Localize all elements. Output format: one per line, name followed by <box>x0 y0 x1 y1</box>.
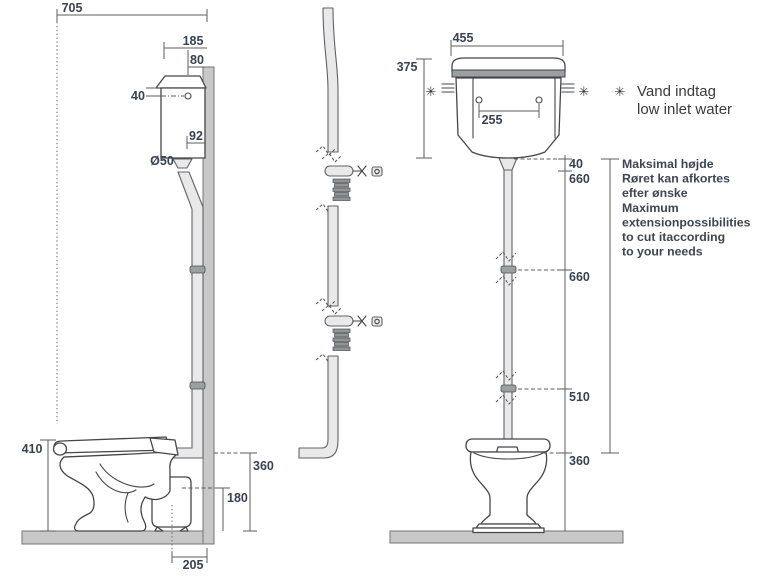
seat-bumper <box>54 443 67 455</box>
dim-455-label: 455 <box>452 31 474 45</box>
thread-rib <box>335 184 349 188</box>
note-line: efter ønske <box>622 186 688 201</box>
flush-pipe-run-front <box>504 170 512 447</box>
pipe-joint-ring <box>190 266 205 273</box>
dim-cistern-width <box>451 31 563 56</box>
coupling-nut <box>372 167 382 176</box>
floor-left <box>22 531 214 544</box>
flush-pipe-front <box>496 158 517 447</box>
dim-185-label: 185 <box>182 34 204 48</box>
dim-375-label: 375 <box>396 60 418 74</box>
side-view <box>22 1 274 572</box>
pipe-joint-ring <box>190 382 205 389</box>
pipe-upper-segment <box>323 8 338 152</box>
thread-rib <box>335 334 349 338</box>
thread-rib <box>335 193 349 197</box>
thread-rib <box>335 343 349 347</box>
note-line: to your needs <box>622 244 703 259</box>
pipe-middle-segment <box>328 206 338 306</box>
dim-360-right-label: 360 <box>569 454 590 468</box>
break-mark <box>322 153 342 162</box>
max-height-line <box>601 159 619 453</box>
cistern-body-side <box>161 88 205 158</box>
dim-overall-depth <box>57 1 207 424</box>
bowl-front <box>470 452 546 524</box>
pipe-coupling-upper <box>325 166 382 201</box>
max-height-note <box>622 157 751 259</box>
water-inlet-asterisk-left: ✳ <box>425 85 437 100</box>
legend <box>615 83 733 118</box>
coupling-clip <box>353 316 366 326</box>
water-inlet-asterisk-right: ✳ <box>578 85 590 100</box>
cistern-front <box>442 58 574 158</box>
dim-lid-depth <box>188 50 205 75</box>
thread-rib <box>333 347 350 351</box>
dim-255-label: 255 <box>481 113 503 127</box>
coupling-clip <box>353 166 366 176</box>
dim-360-label: 360 <box>253 459 274 473</box>
dim-510-label: 510 <box>569 390 590 404</box>
coupling-body <box>325 316 353 326</box>
pipe-joint-ring <box>501 385 516 392</box>
dim-40-right-label: 40 <box>569 157 583 171</box>
note-line: Røret kan afkortes <box>622 171 730 186</box>
thread-rib <box>333 188 350 192</box>
pipe-joint-ring <box>501 266 516 273</box>
flush-cone-front <box>499 158 517 170</box>
dim-205-label: 205 <box>182 558 204 572</box>
dim-660-middle-label: 660 <box>569 270 590 284</box>
front-view <box>390 31 623 543</box>
toilet-side <box>54 437 192 531</box>
dim-660-upper-label: 660 <box>569 172 590 186</box>
flush-pipe-exploded <box>299 8 382 458</box>
cistern-body-front <box>456 78 561 158</box>
thread-rib <box>333 197 350 201</box>
dim-80-label: 80 <box>190 53 204 67</box>
thread-rib <box>333 329 350 333</box>
dim-180-label: 180 <box>227 491 248 505</box>
dim-pipe-diameter-label: Ø50 <box>150 154 174 168</box>
legend-english: low inlet water <box>637 101 733 118</box>
note-line: Maximum <box>622 200 679 215</box>
dim-bowl-height-side <box>22 440 56 531</box>
legend-asterisk: ✳ <box>614 85 626 100</box>
dim-705-label: 705 <box>61 1 83 15</box>
note-line: extensionpossibilities <box>622 215 751 230</box>
dim-40-label: 40 <box>131 89 145 103</box>
toilet-front <box>466 439 550 533</box>
note-line: Maksimal højde <box>622 157 714 171</box>
dim-410-label: 410 <box>21 442 43 456</box>
thread-rib <box>333 179 350 183</box>
cistern-side <box>156 76 206 158</box>
dim-92-label: 92 <box>189 129 203 143</box>
note-line: to cut itaccording <box>622 230 726 244</box>
pipe-elbow-segment <box>299 356 338 458</box>
dim-outlet-height <box>182 488 248 531</box>
coupling-body <box>325 166 353 176</box>
flush-pipe-run-side <box>164 172 203 458</box>
flush-cone-side <box>173 159 192 168</box>
coupling-nut <box>372 317 382 326</box>
seat-hinge-block <box>150 438 178 455</box>
flush-pipe-side <box>164 159 205 458</box>
pedestal-base <box>473 528 544 533</box>
dim-cistern-height <box>397 59 432 158</box>
cistern-lid-band <box>452 70 565 77</box>
pipe-coupling-lower <box>325 316 382 351</box>
thread-rib <box>333 338 350 342</box>
legend-danish: Vand indtag <box>637 83 716 100</box>
cistern-lid-side <box>156 76 206 88</box>
